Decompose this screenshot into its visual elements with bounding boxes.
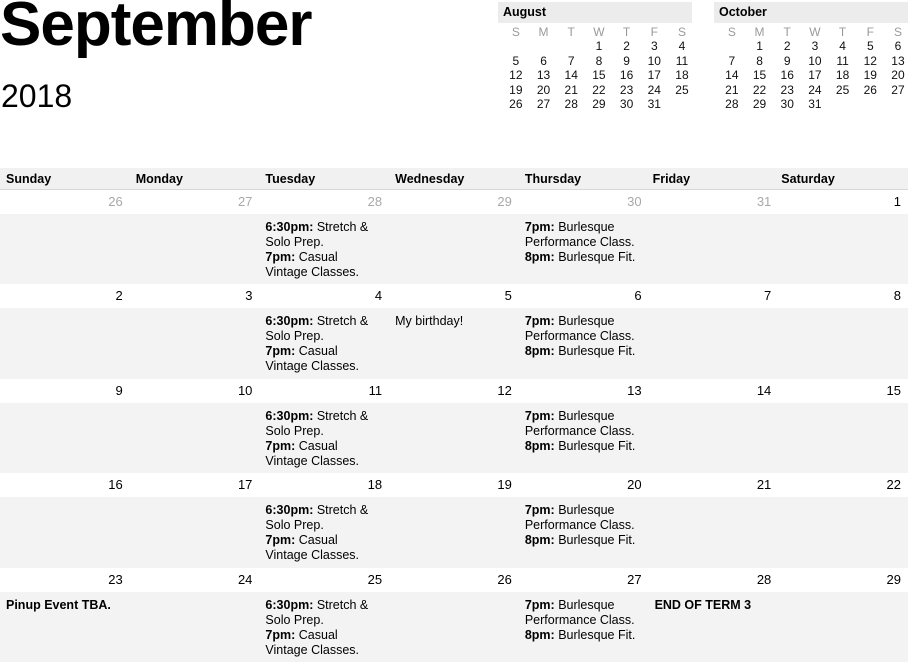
mini-dow-label: T	[622, 25, 631, 39]
event-text: Burlesque Performance Class.	[524, 314, 635, 344]
event-entry[interactable]	[265, 503, 383, 533]
mini-day	[557, 39, 585, 53]
mini-day[interactable]: 4	[839, 39, 846, 54]
day-cell[interactable]	[778, 214, 908, 284]
weekday-label: Saturday	[781, 172, 835, 186]
day-number-row	[0, 190, 908, 214]
mini-day[interactable]: 8	[756, 53, 763, 68]
mini-day[interactable]: 5	[866, 39, 874, 54]
mini-day	[718, 39, 746, 53]
event-entry[interactable]	[265, 533, 383, 563]
event-time: 8pm:	[524, 344, 555, 359]
event-entry[interactable]	[265, 409, 383, 439]
month-grid	[0, 168, 908, 662]
mini-calendar-grid	[498, 25, 692, 111]
mini-day[interactable]: 6	[894, 39, 902, 54]
mini-day[interactable]: 19	[509, 82, 523, 97]
day-cell[interactable]	[389, 592, 519, 662]
mini-day[interactable]: 14	[564, 68, 578, 83]
day-cell[interactable]	[519, 497, 649, 567]
day-number[interactable]: 9	[115, 382, 123, 398]
event-entry[interactable]	[525, 439, 643, 454]
day-cell[interactable]	[519, 308, 649, 378]
mini-dow-label: S	[893, 25, 902, 39]
day-number[interactable]: 19	[497, 477, 512, 493]
event-text: Casual Vintage Classes.	[265, 344, 359, 374]
day-cell[interactable]	[0, 497, 130, 567]
day-number[interactable]: 30	[627, 194, 642, 209]
day-cell[interactable]	[519, 592, 649, 662]
event-entry[interactable]	[265, 250, 383, 280]
mini-day[interactable]: 13	[891, 53, 905, 68]
mini-day[interactable]: 25	[675, 82, 689, 97]
mini-day[interactable]: 9	[783, 53, 791, 68]
mini-day[interactable]: 2	[783, 39, 791, 54]
event-text: Stretch & Solo Prep.	[265, 503, 369, 533]
day-cell[interactable]	[519, 214, 649, 284]
mini-day[interactable]: 23	[619, 82, 634, 97]
day-cell[interactable]	[778, 403, 908, 473]
event-entry[interactable]	[265, 598, 383, 628]
mini-day[interactable]: 7	[567, 53, 575, 68]
mini-dow-label: M	[538, 25, 549, 39]
day-number[interactable]: 21	[756, 477, 772, 493]
event-time: 8pm:	[524, 438, 555, 453]
mini-day[interactable]: 17	[647, 68, 661, 83]
event-text: My birthday!	[395, 314, 464, 329]
day-number[interactable]: 6	[634, 288, 642, 304]
mini-day[interactable]: 25	[835, 82, 850, 97]
day-cell[interactable]	[130, 592, 260, 662]
event-time: 8pm:	[524, 627, 555, 642]
day-cell[interactable]	[0, 403, 130, 473]
mini-day[interactable]: 20	[891, 68, 905, 83]
day-cell[interactable]	[389, 308, 519, 378]
mini-day[interactable]: 17	[808, 68, 822, 83]
day-number[interactable]: 31	[756, 194, 772, 209]
event-time: 6:30pm:	[265, 314, 314, 329]
event-time: 7pm:	[265, 250, 296, 264]
mini-calendar-october	[714, 2, 908, 111]
mini-day[interactable]: 23	[780, 82, 794, 97]
events-row	[0, 214, 908, 284]
day-number[interactable]: 12	[497, 382, 512, 398]
day-number-row	[0, 568, 908, 592]
mini-calendar-grid	[714, 25, 908, 111]
event-entry[interactable]	[265, 220, 383, 250]
week-row	[0, 473, 908, 567]
event-text: Stretch & Solo Prep.	[265, 408, 369, 438]
event-time: 7pm:	[524, 503, 555, 518]
weekday-header-row	[0, 168, 908, 190]
mini-day[interactable]: 8	[595, 53, 603, 68]
week-row	[0, 379, 908, 473]
weekday-label: Sunday	[6, 172, 52, 186]
mini-day[interactable]: 19	[863, 68, 877, 83]
events-row	[0, 308, 908, 378]
mini-day[interactable]: 6	[540, 53, 547, 68]
event-entry[interactable]	[525, 533, 643, 548]
mini-dow-label: T	[838, 25, 847, 39]
day-cell[interactable]	[649, 214, 779, 284]
mini-day[interactable]: 27	[891, 82, 905, 97]
weekday-label: Monday	[135, 172, 183, 186]
day-cell[interactable]	[259, 497, 389, 567]
day-number[interactable]: 24	[237, 571, 253, 587]
day-number[interactable]: 3	[245, 288, 253, 304]
event-entry[interactable]	[395, 314, 513, 329]
day-cell[interactable]	[649, 592, 779, 662]
mini-dow-label: M	[754, 25, 765, 39]
day-number[interactable]: 26	[497, 571, 512, 587]
mini-day	[668, 97, 696, 111]
mini-day[interactable]: 10	[647, 53, 661, 68]
event-entry[interactable]	[525, 598, 643, 628]
event-time: 6:30pm:	[265, 408, 314, 423]
event-time: 6:30pm:	[265, 597, 314, 612]
mini-day[interactable]: 22	[592, 82, 606, 97]
event-time: 7pm:	[524, 220, 555, 234]
day-cell[interactable]	[0, 214, 130, 284]
mini-dow-label: S	[511, 25, 520, 39]
mini-day[interactable]: 22	[752, 82, 767, 97]
day-cell[interactable]	[778, 592, 908, 662]
event-text: Burlesque Fit.	[554, 250, 636, 264]
mini-day[interactable]: 4	[678, 39, 686, 54]
event-text: Stretch & Solo Prep.	[265, 597, 369, 627]
day-number[interactable]: 10	[237, 382, 253, 398]
weekday-label: Friday	[652, 172, 691, 186]
day-cell[interactable]	[778, 497, 908, 567]
day-number[interactable]: 20	[627, 477, 642, 493]
day-number[interactable]: 25	[367, 571, 383, 587]
day-number-row	[0, 284, 908, 308]
event-time: 7pm:	[524, 314, 555, 329]
day-number[interactable]: 26	[108, 194, 123, 209]
day-cell[interactable]	[649, 497, 779, 567]
event-text: Casual Vintage Classes.	[265, 250, 359, 279]
event-text: Burlesque Fit.	[554, 344, 636, 359]
mini-day[interactable]: 26	[863, 82, 877, 97]
day-cell[interactable]	[130, 214, 260, 284]
day-number[interactable]: 11	[368, 382, 383, 398]
day-number[interactable]: 4	[374, 288, 383, 304]
mini-day[interactable]: 5	[512, 53, 520, 68]
day-cell[interactable]	[259, 403, 389, 473]
event-entry[interactable]	[525, 628, 643, 643]
mini-day	[856, 97, 884, 111]
event-entry[interactable]	[525, 314, 643, 344]
event-time: 7pm:	[265, 344, 296, 359]
mini-day[interactable]: 21	[725, 82, 739, 97]
event-text: Burlesque Performance Class.	[524, 503, 635, 533]
weeks-container	[0, 190, 908, 662]
event-entry[interactable]	[525, 503, 643, 533]
day-number[interactable]: 5	[504, 288, 512, 304]
mini-day	[530, 39, 558, 53]
event-text: Burlesque Performance Class.	[524, 220, 635, 249]
day-cell[interactable]	[130, 497, 260, 567]
event-time: 7pm:	[265, 533, 296, 548]
mini-day[interactable]: 15	[592, 68, 606, 83]
mini-day[interactable]: 1	[756, 39, 763, 54]
event-text: Burlesque Performance Class.	[524, 597, 635, 627]
mini-day[interactable]: 3	[811, 39, 819, 54]
events-row	[0, 592, 908, 662]
day-cell[interactable]	[649, 308, 779, 378]
event-text: Casual Vintage Classes.	[265, 438, 359, 468]
day-number-row	[0, 473, 908, 497]
event-time: 8pm:	[524, 533, 555, 548]
event-time: 7pm:	[524, 597, 555, 612]
day-cell[interactable]	[130, 403, 260, 473]
mini-day[interactable]: 9	[623, 53, 630, 68]
day-cell[interactable]	[389, 214, 519, 284]
day-number[interactable]: 1	[893, 194, 901, 209]
mini-day[interactable]: 13	[536, 68, 551, 83]
mini-day[interactable]: 24	[647, 82, 661, 97]
day-cell[interactable]	[778, 308, 908, 378]
mini-day[interactable]: 12	[509, 68, 523, 83]
events-row	[0, 497, 908, 567]
mini-dow-label: T	[783, 25, 791, 39]
event-text: Burlesque Fit.	[554, 533, 636, 548]
day-number[interactable]: 14	[756, 382, 772, 398]
week-row	[0, 284, 908, 378]
mini-day[interactable]: 28	[564, 96, 578, 111]
mini-dow-label: W	[593, 25, 605, 39]
mini-day[interactable]: 30	[619, 96, 634, 111]
mini-calendar-august	[498, 2, 692, 111]
mini-day[interactable]: 18	[835, 68, 850, 83]
events-row	[0, 403, 908, 473]
mini-dow-label: F	[866, 25, 874, 39]
month-title: September	[0, 0, 312, 59]
event-entry[interactable]	[655, 598, 773, 613]
mini-day[interactable]: 7	[728, 53, 736, 68]
day-number[interactable]: 28	[367, 194, 383, 209]
mini-day[interactable]: 1	[595, 39, 603, 54]
event-text: Casual Vintage Classes.	[265, 627, 359, 657]
event-time: 6:30pm:	[265, 220, 314, 234]
day-cell[interactable]	[389, 497, 519, 567]
mini-day	[884, 97, 908, 111]
mini-dow-label: F	[650, 25, 658, 39]
day-number[interactable]: 23	[108, 571, 123, 587]
event-text: Burlesque Fit.	[554, 627, 636, 642]
event-entry[interactable]	[525, 344, 643, 359]
event-entry[interactable]	[265, 628, 383, 658]
day-cell[interactable]	[130, 308, 260, 378]
mini-dow-label: S	[727, 25, 736, 39]
day-number[interactable]: 17	[237, 477, 253, 493]
day-number[interactable]: 28	[756, 571, 772, 587]
day-number[interactable]: 29	[497, 194, 512, 209]
day-number[interactable]: 15	[886, 382, 901, 398]
mini-day[interactable]: 30	[780, 96, 794, 111]
event-time: 7pm:	[524, 408, 555, 423]
mini-day[interactable]: 31	[647, 96, 661, 111]
event-time: 7pm:	[265, 627, 296, 642]
mini-day[interactable]: 10	[808, 53, 822, 68]
day-cell[interactable]	[0, 592, 130, 662]
day-cell[interactable]	[389, 403, 519, 473]
mini-day[interactable]: 31	[808, 96, 822, 111]
day-number[interactable]: 27	[237, 194, 253, 209]
event-entry[interactable]	[265, 344, 383, 374]
mini-day	[829, 97, 857, 111]
event-time: Pinup Event TBA.	[6, 597, 111, 612]
event-entry[interactable]	[525, 409, 643, 439]
mini-day[interactable]: 14	[725, 68, 739, 83]
mini-calendar-title: October	[714, 2, 908, 23]
mini-day[interactable]: 29	[592, 96, 606, 111]
event-entry[interactable]	[265, 314, 383, 344]
day-cell[interactable]	[259, 214, 389, 284]
day-number[interactable]: 8	[893, 288, 901, 304]
mini-day[interactable]: 2	[623, 39, 630, 54]
mini-day[interactable]: 16	[619, 68, 634, 83]
mini-day[interactable]: 24	[808, 82, 822, 97]
mini-day[interactable]: 16	[780, 68, 794, 83]
day-number[interactable]: 29	[886, 571, 901, 587]
weekday-label: Tuesday	[265, 172, 316, 186]
event-entry[interactable]	[6, 598, 124, 613]
day-cell[interactable]	[649, 403, 779, 473]
event-text: Stretch & Solo Prep.	[265, 220, 369, 249]
year-title: 2018	[1, 78, 73, 114]
day-number[interactable]: 2	[115, 288, 123, 304]
event-text: Stretch & Solo Prep.	[265, 314, 369, 344]
day-cell[interactable]	[259, 308, 389, 378]
day-number[interactable]: 16	[108, 477, 123, 493]
weekday-label: Wednesday	[395, 172, 465, 186]
mini-day[interactable]: 21	[564, 82, 578, 97]
mini-day[interactable]: 18	[675, 68, 689, 83]
week-row	[0, 568, 908, 662]
mini-dow-label: S	[677, 25, 686, 39]
day-number[interactable]: 22	[886, 477, 901, 493]
day-cell[interactable]	[519, 403, 649, 473]
day-number[interactable]: 13	[627, 382, 642, 398]
mini-day[interactable]: 3	[650, 39, 658, 54]
day-number[interactable]: 27	[627, 571, 642, 587]
event-entry[interactable]	[525, 250, 643, 265]
day-cell[interactable]	[0, 308, 130, 378]
week-row	[0, 190, 908, 284]
mini-day[interactable]: 29	[752, 96, 767, 111]
mini-calendar-title: August	[498, 2, 692, 23]
event-text: Casual Vintage Classes.	[265, 533, 359, 563]
mini-day[interactable]: 28	[725, 96, 739, 111]
day-number[interactable]: 18	[367, 477, 383, 493]
mini-day[interactable]: 26	[509, 96, 523, 111]
mini-day[interactable]: 15	[752, 68, 767, 83]
mini-day	[502, 39, 530, 53]
event-time: END OF TERM 3	[654, 597, 752, 612]
mini-day[interactable]: 27	[536, 96, 551, 111]
day-number-row	[0, 379, 908, 403]
event-time: 8pm:	[524, 250, 555, 264]
event-entry[interactable]	[525, 220, 643, 250]
event-time: 7pm:	[265, 438, 296, 453]
mini-dow-label: T	[567, 25, 575, 39]
event-time: 6:30pm:	[265, 503, 314, 518]
mini-day[interactable]: 11	[836, 53, 849, 68]
mini-day[interactable]: 20	[536, 82, 551, 97]
event-text: Burlesque Performance Class.	[524, 408, 635, 438]
day-number[interactable]: 7	[764, 288, 772, 304]
mini-dow-label: W	[809, 25, 821, 39]
event-entry[interactable]	[265, 439, 383, 469]
mini-day[interactable]: 11	[675, 53, 689, 68]
day-cell[interactable]	[259, 592, 389, 662]
mini-day[interactable]: 12	[863, 53, 877, 68]
weekday-label: Thursday	[524, 172, 582, 186]
event-text: Burlesque Fit.	[554, 438, 636, 453]
